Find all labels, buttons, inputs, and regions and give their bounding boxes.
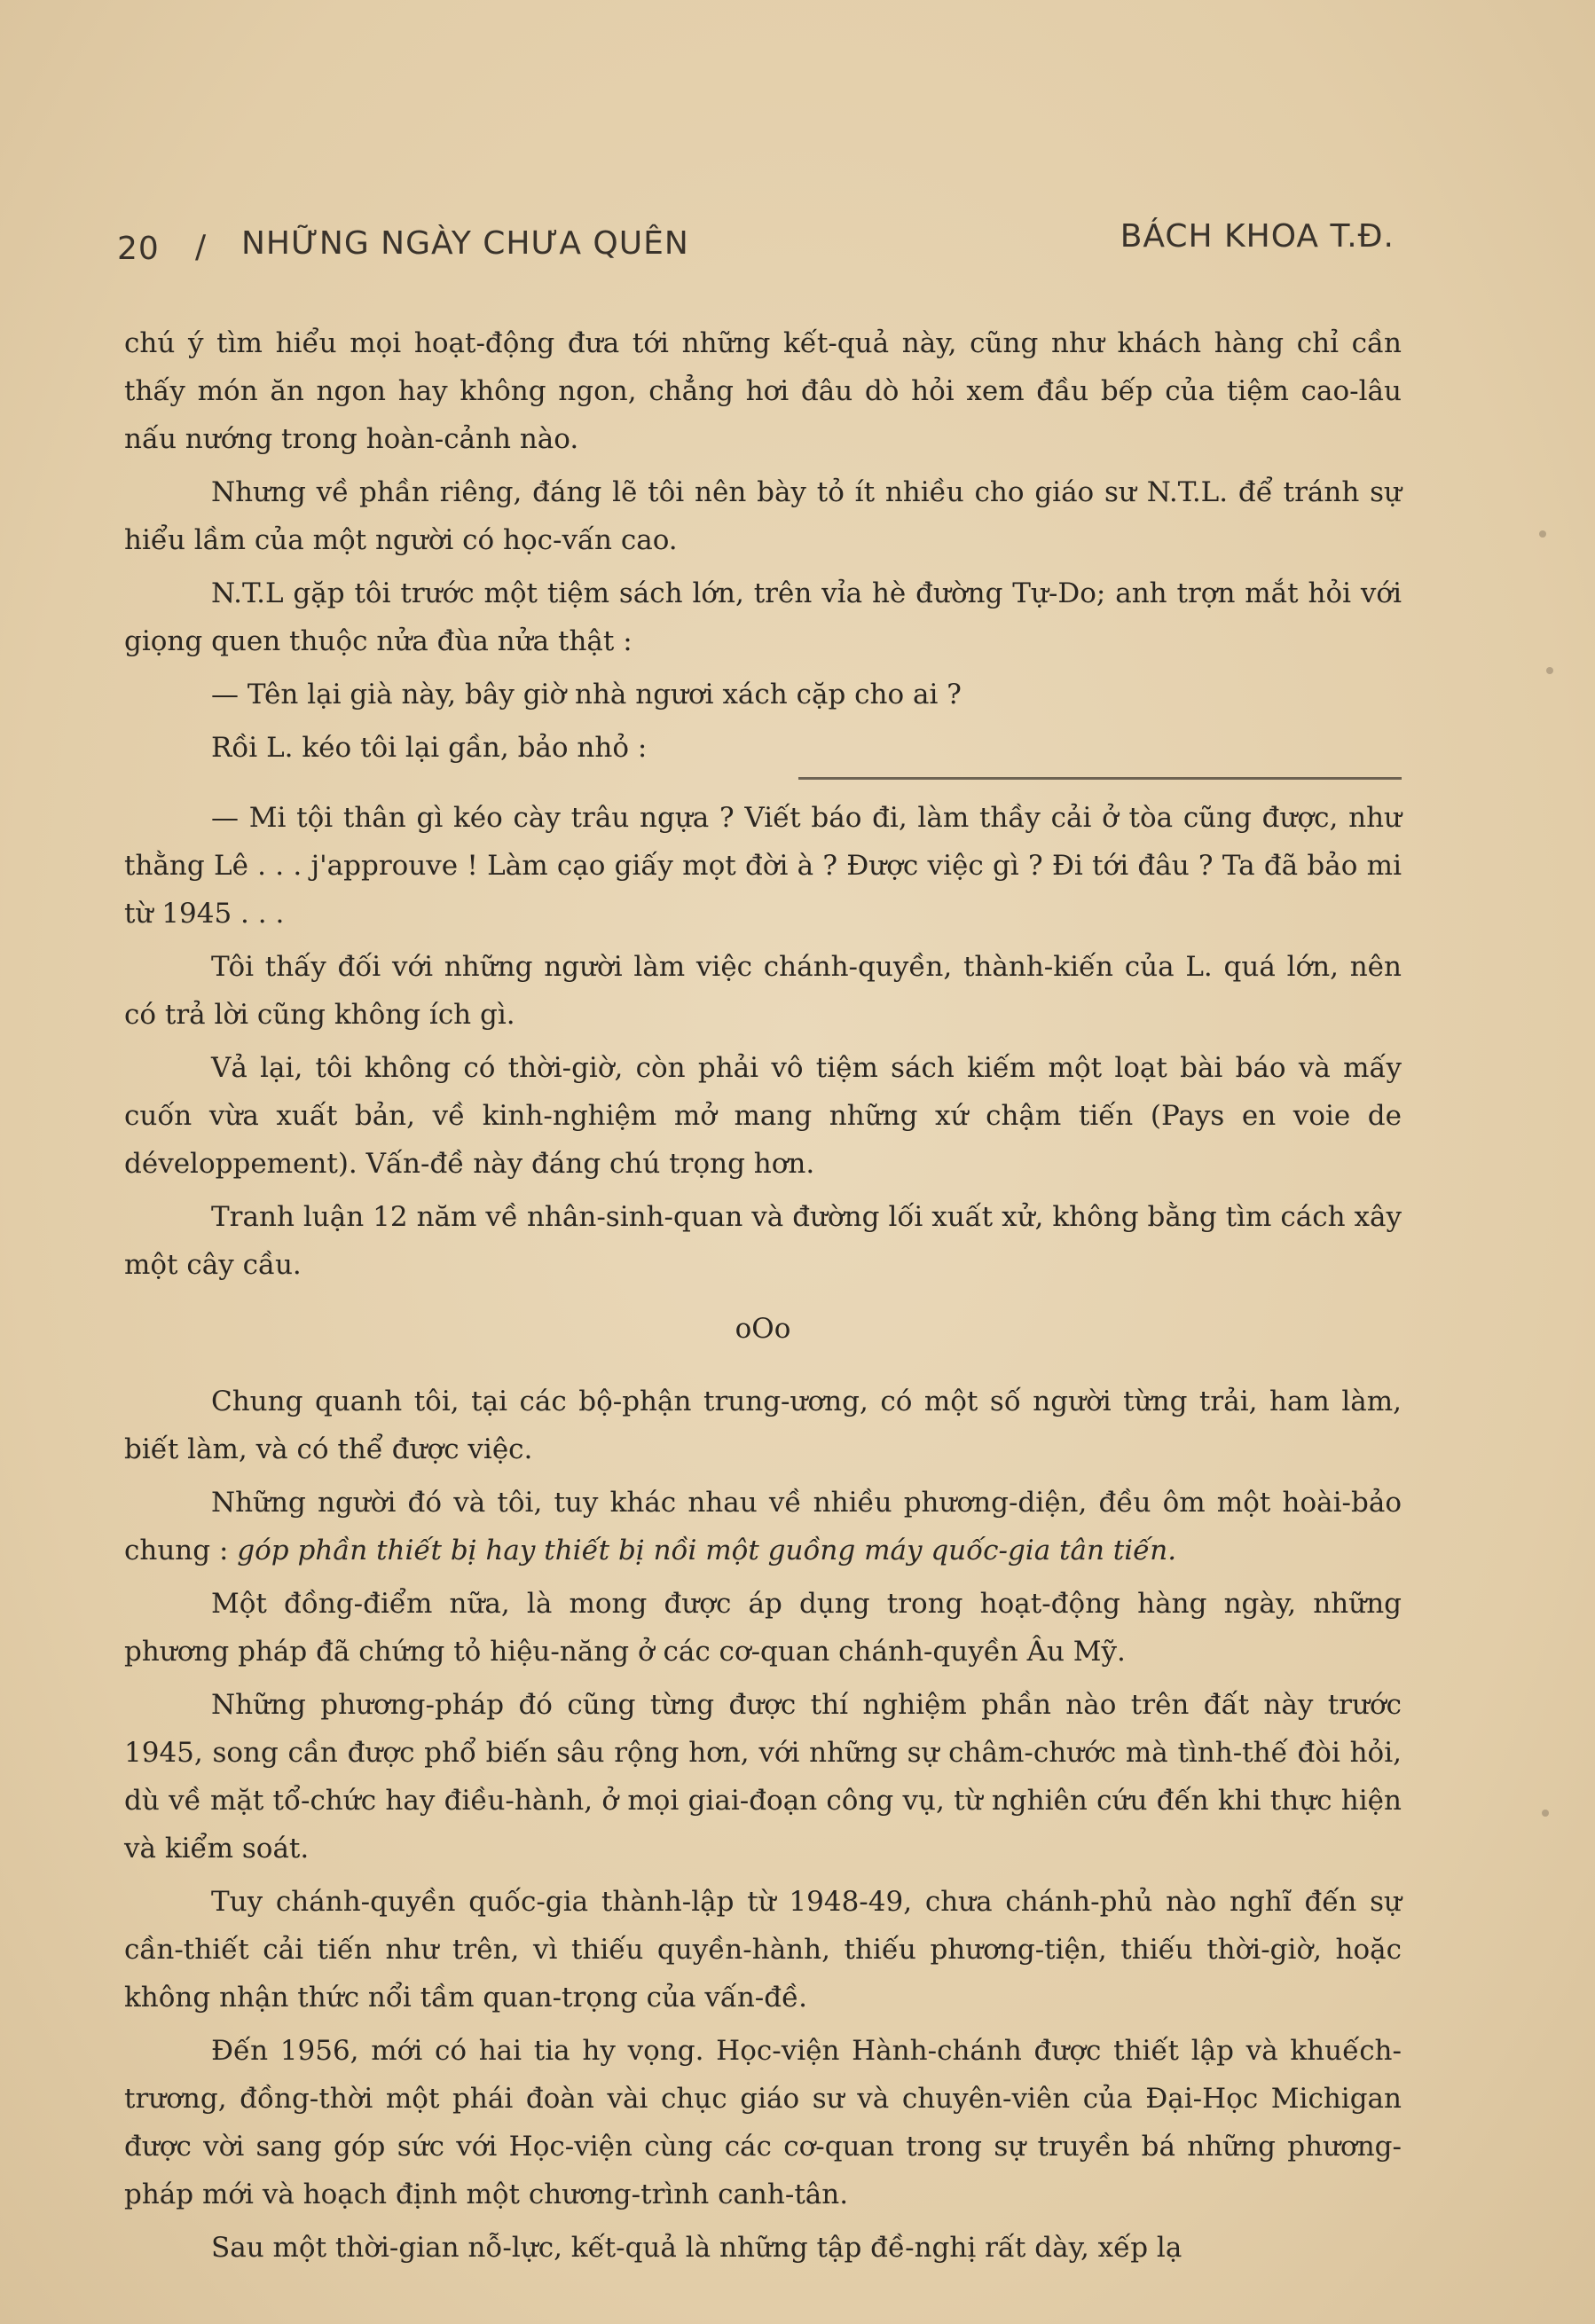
paragraph	[124, 1044, 1402, 1188]
paragraph	[124, 2027, 1402, 2218]
journal-name: BÁCH KHOA T.Đ.	[1120, 218, 1395, 255]
italic-phrase: góp phần thiết bị hay thiết bị nồi một guồng máy quốc-gia tân tiến.	[237, 1535, 1177, 1566]
paragraph-text: Tranh luận 12 năm về nhân-sinh-quan và đường lối xuất xử, không bằng tìm cách xây một cây cầu.	[124, 1201, 1402, 1281]
paragraph-text: Rồi L. kéo tôi lại gần, bảo nhỏ :	[211, 732, 648, 764]
dialogue-line	[124, 671, 1402, 718]
paragraph	[124, 1681, 1402, 1873]
paragraph-text: oOo	[735, 1313, 791, 1345]
paragraph-text: Tuy chánh-quyền quốc-gia thành-lập từ 1948-49, chưa chánh-phủ nào nghĩ đến sự cần-thiết cải tiến như trên, vì thiếu quyền-hành, thiếu phương-tiện, thiếu thời-giờ, hoặc không nhận thức nổi tầm quan-trọng của vấn-đề.	[124, 1886, 1402, 2014]
paragraph	[124, 468, 1402, 564]
paragraph	[124, 319, 1402, 463]
paragraph-text: — Tên lại già này, bây giờ nhà ngươi xách cặp cho ai ?	[211, 679, 962, 711]
paragraph-text: Đến 1956, mới có hai tia hy vọng. Học-viện Hành-chánh được thiết lập và khuếch-trương, đồng-thời một phái đoàn vài chục giáo sư và chuyên-viên của Đại-Học Michigan được vời sang góp sức với Học-viện cùng các cơ-quan trong sự truyền bá những phương-pháp mới và hoạch định một chương-trình canh-tân.	[124, 2035, 1402, 2210]
paragraph	[124, 724, 1402, 772]
paragraph-text: Chung quanh tôi, tại các bộ-phận trung-ương, có một số người từng trải, ham làm, biết làm, và có thể được việc.	[124, 1386, 1402, 1465]
paragraph-text: — Mi tội thân gì kéo cày trâu ngựa ? Viết báo đi, làm thầy cải ở tòa cũng được, như thằng Lê . . . j'approuve ! Làm cạo giấy mọt đời à ? Được việc gì ? Đi tới đâu ? Ta đã bảo mi từ 1945 . . .	[124, 802, 1402, 930]
header-separator: /	[195, 229, 208, 265]
paragraph	[124, 943, 1402, 1039]
page-number: 20	[117, 231, 160, 267]
paragraph	[124, 1378, 1402, 1473]
paragraph-text: Những người đó và tôi, tuy khác nhau về nhiều phương-diện, đều ôm một hoài-bảo chung :	[124, 1487, 1402, 1566]
chapter-title: NHỮNG NGÀY CHƯA QUÊN	[241, 225, 689, 262]
paragraph-text: N.T.L gặp tôi trước một tiệm sách lớn, trên vỉa hè đường Tự-Do; anh trợn mắt hỏi với giọng quen thuộc nửa đùa nửa thật :	[124, 577, 1402, 657]
paper-speck	[1539, 530, 1546, 538]
paragraph-text: Sau một thời-gian nỗ-lực, kết-quả là những tập đề-nghị rất dày, xếp lạ	[211, 2232, 1182, 2264]
page-body	[124, 319, 1402, 2277]
paper-speck	[1542, 1810, 1549, 1817]
section-break	[124, 1305, 1402, 1353]
paragraph-text: Những phương-pháp đó cũng từng được thí nghiệm phần nào trên đất này trước 1945, song cần được phổ biến sâu rộng hơn, với những sự châm-chước mà tình-thế đòi hỏi, dù về mặt tổ-chức hay điều-hành, ở mọi giai-đoạn công vụ, từ nghiên cứu đến khi thực hiện và kiểm soát.	[124, 1689, 1402, 1865]
paragraph-text: Tôi thấy đối với những người làm việc chánh-quyền, thành-kiến của L. quá lớn, nên có trả lời cũng không ích gì.	[124, 951, 1402, 1031]
paragraph-text: Một đồng-điểm nữa, là mong được áp dụng trong hoạt-động hàng ngày, những phương pháp đã chứng tỏ hiệu-năng ở các cơ-quan chánh-quyền Âu Mỹ.	[124, 1588, 1402, 1668]
paragraph	[124, 1479, 1402, 1574]
paragraph-text: chú ý tìm hiểu mọi hoạt-động đưa tới những kết-quả này, cũng như khách hàng chỉ cần thấy món ăn ngon hay không ngon, chẳng hơi đâu dò hỏi xem đầu bếp của tiệm cao-lâu nấu nướng trong hoàn-cảnh nào.	[124, 327, 1402, 455]
paragraph	[124, 1580, 1402, 1676]
paragraph	[124, 1193, 1402, 1289]
running-header	[117, 218, 1395, 271]
dialogue-line	[124, 794, 1402, 938]
paragraph-text: Nhưng về phần riêng, đáng lẽ tôi nên bày tỏ ít nhiều cho giáo sư N.T.L. để tránh sự hiểu lầm của một người có học-vấn cao.	[124, 476, 1402, 556]
paragraph	[124, 2224, 1402, 2272]
paragraph	[124, 569, 1402, 665]
paper-speck	[1546, 667, 1553, 674]
paragraph-text: Vả lại, tôi không có thời-giờ, còn phải vô tiệm sách kiếm một loạt bài báo và mấy cuốn vừa xuất bản, về kinh-nghiệm mở mang những xứ chậm tiến (Pays en voie de développement). Vấn-đề này đáng chú trọng hơn.	[124, 1052, 1402, 1180]
separator-rule	[798, 777, 1402, 780]
paragraph	[124, 1878, 1402, 2022]
